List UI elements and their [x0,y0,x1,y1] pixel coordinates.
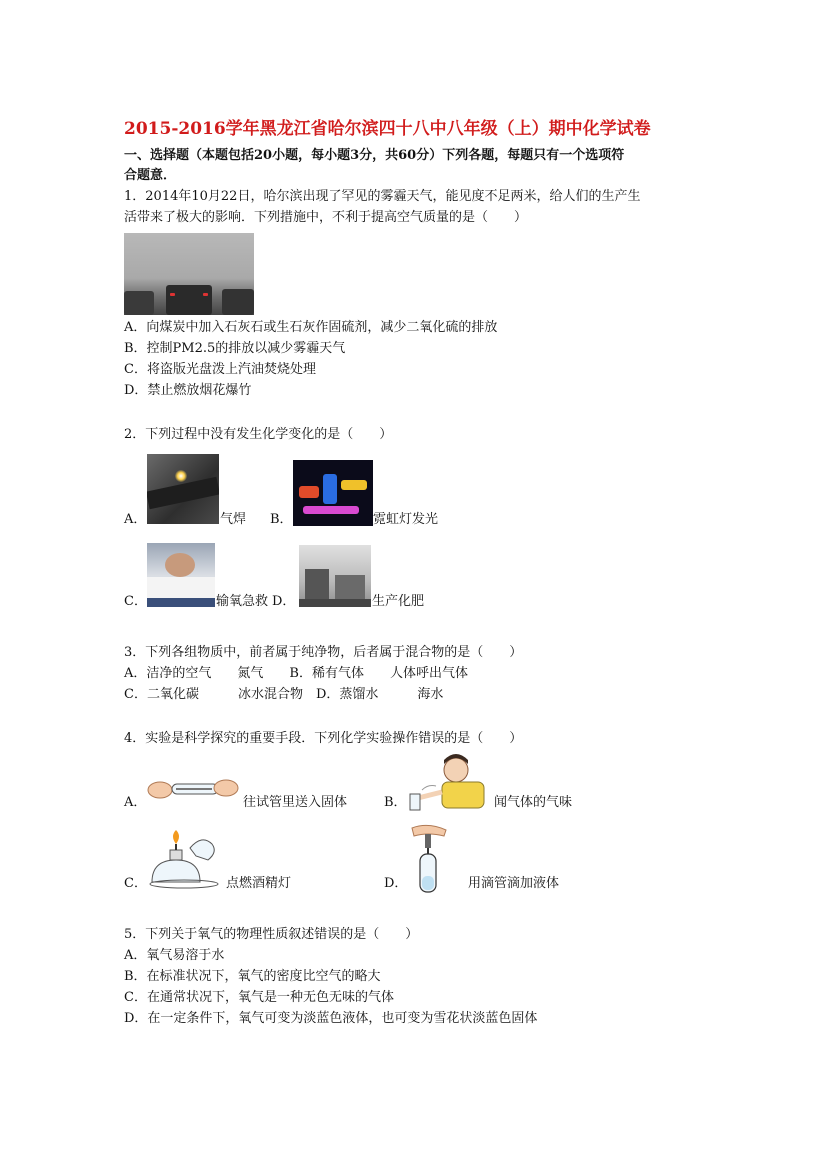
question-2-option-d-text: 生产化肥 [372,594,425,609]
question-4-option-b-letter: B． [384,795,407,810]
question-5-option-c: C．在通常状况下，氧气是一种无色无味的气体 [124,990,394,1005]
page-title: 2015-2016学年黑龙江省哈尔滨四十八中八年级（上）期中化学试卷 [124,119,651,139]
section-heading-line1: 一、选择题（本题包括20小题，每小题3分，共60分）下列各题，每题只有一个选项符 [124,148,625,163]
fertilizer-factory-photo [299,545,371,607]
question-2-option-d-letter: D． [272,594,296,609]
question-2-option-c-letter: C． [124,594,147,609]
question-5-option-a: A．氧气易溶于水 [124,948,225,963]
gas-welding-photo [147,454,219,524]
neon-lights-photo [293,460,373,526]
question-1-stem-line1: 1．2014年10月22日，哈尔滨出现了罕见的雾霾天气，能见度不足两米，给人们的生产生 [124,189,641,204]
question-1-option-b: B．控制PM2.5的排放以减少雾霾天气 [124,341,346,356]
question-1-stem-line2: 活带来了极大的影响．下列措施中，不利于提高空气质量的是（ ） [124,210,528,225]
question-4-stem: 4．实验是科学探究的重要手段．下列化学实验操作错误的是（ ） [124,731,523,746]
question-4-option-c-letter: C． [124,876,147,891]
question-4-option-b-text: 闻气体的气味 [494,795,573,810]
question-2-option-b-letter: B． [270,512,293,527]
smog-traffic-photo [124,233,254,315]
question-1-option-c: C．将盗版光盘泼上汽油焚烧处理 [124,362,316,377]
test-tube-solid-illustration [146,768,242,808]
smelling-gas-illustration [406,754,494,816]
question-3-stem: 3．下列各组物质中，前者属于纯净物，后者属于混合物的是（ ） [124,645,523,660]
question-4-option-d-text: 用滴管滴加液体 [468,876,560,891]
question-4-option-d-letter: D． [384,876,408,891]
question-5-option-b: B．在标准状况下，氧气的密度比空气的略大 [124,969,381,984]
lighting-alcohol-lamp-illustration [146,830,226,890]
question-3-options-line1: A．洁净的空气 氮气 B．稀有气体 人体呼出气体 [124,666,468,681]
dropper-adding-liquid-illustration [406,824,452,894]
question-4-option-a-text: 往试管里送入固体 [243,795,348,810]
question-5-option-d: D．在一定条件下，氧气可变为淡蓝色液体，也可变为雪花状淡蓝色固体 [124,1011,538,1026]
question-2-option-b-text: 霓虹灯发光 [373,512,439,527]
question-1-option-d: D．禁止燃放烟花爆竹 [124,383,252,398]
question-2-stem: 2．下列过程中没有发生化学变化的是（ ） [124,427,393,442]
question-2-option-a-text: 气焊 [220,512,247,527]
question-1-option-a: A．向煤炭中加入石灰石或生石灰作固硫剂，减少二氧化硫的排放 [124,320,498,335]
question-4-option-c-text: 点燃酒精灯 [226,876,292,891]
question-3-options-line2: C．二氧化碳 冰水混合物 D．蒸馏水 海水 [124,687,444,702]
oxygen-first-aid-photo [147,543,215,607]
question-2-option-c-text: 输氧急救 [216,594,269,609]
section-heading-line2: 合题意． [124,168,177,183]
question-2-option-a-letter: A． [124,512,147,527]
question-4-option-a-letter: A． [124,795,147,810]
question-5-stem: 5．下列关于氧气的物理性质叙述错误的是（ ） [124,927,419,942]
